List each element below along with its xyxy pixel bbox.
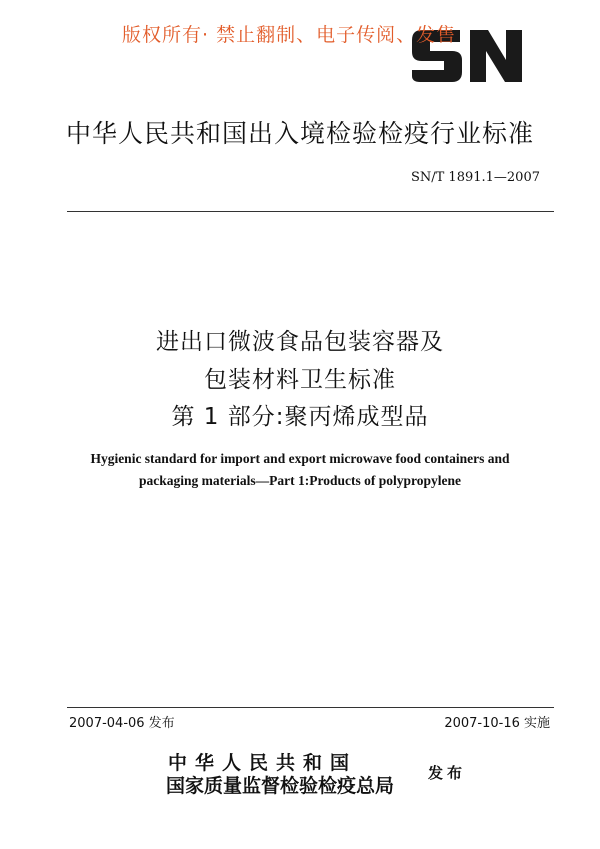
issuing-authority-heading: 中华人民共和国出入境检验检疫行业标准: [65, 119, 534, 148]
implementation-date: 2007-10-16 实施: [444, 716, 550, 731]
header-divider: [67, 211, 554, 212]
release-date: 2007-04-06 发布: [69, 716, 175, 731]
english-title-line-2: packaging materials—Part 1:Products of polypropylene: [139, 473, 461, 488]
issuer-agency: 国家质量监督检验检疫总局: [166, 775, 395, 797]
chinese-title-line-3: 第 1 部分:聚丙烯成型品: [171, 404, 429, 430]
chinese-title-line-2: 包装材料卫生标准: [204, 367, 396, 393]
issue-label: 发布: [428, 764, 467, 782]
chinese-title-line-1: 进出口微波食品包装容器及: [156, 329, 444, 355]
standard-number: SN/T 1891.1—2007: [410, 170, 540, 185]
issuer-country: 中华人民共和国: [168, 752, 358, 774]
footer-divider: [67, 707, 554, 708]
english-title-line-1: Hygienic standard for import and export microwave food containers and: [90, 451, 510, 466]
copyright-watermark: 版权所有· 禁止翻制、电子传阅、发售: [122, 24, 457, 46]
